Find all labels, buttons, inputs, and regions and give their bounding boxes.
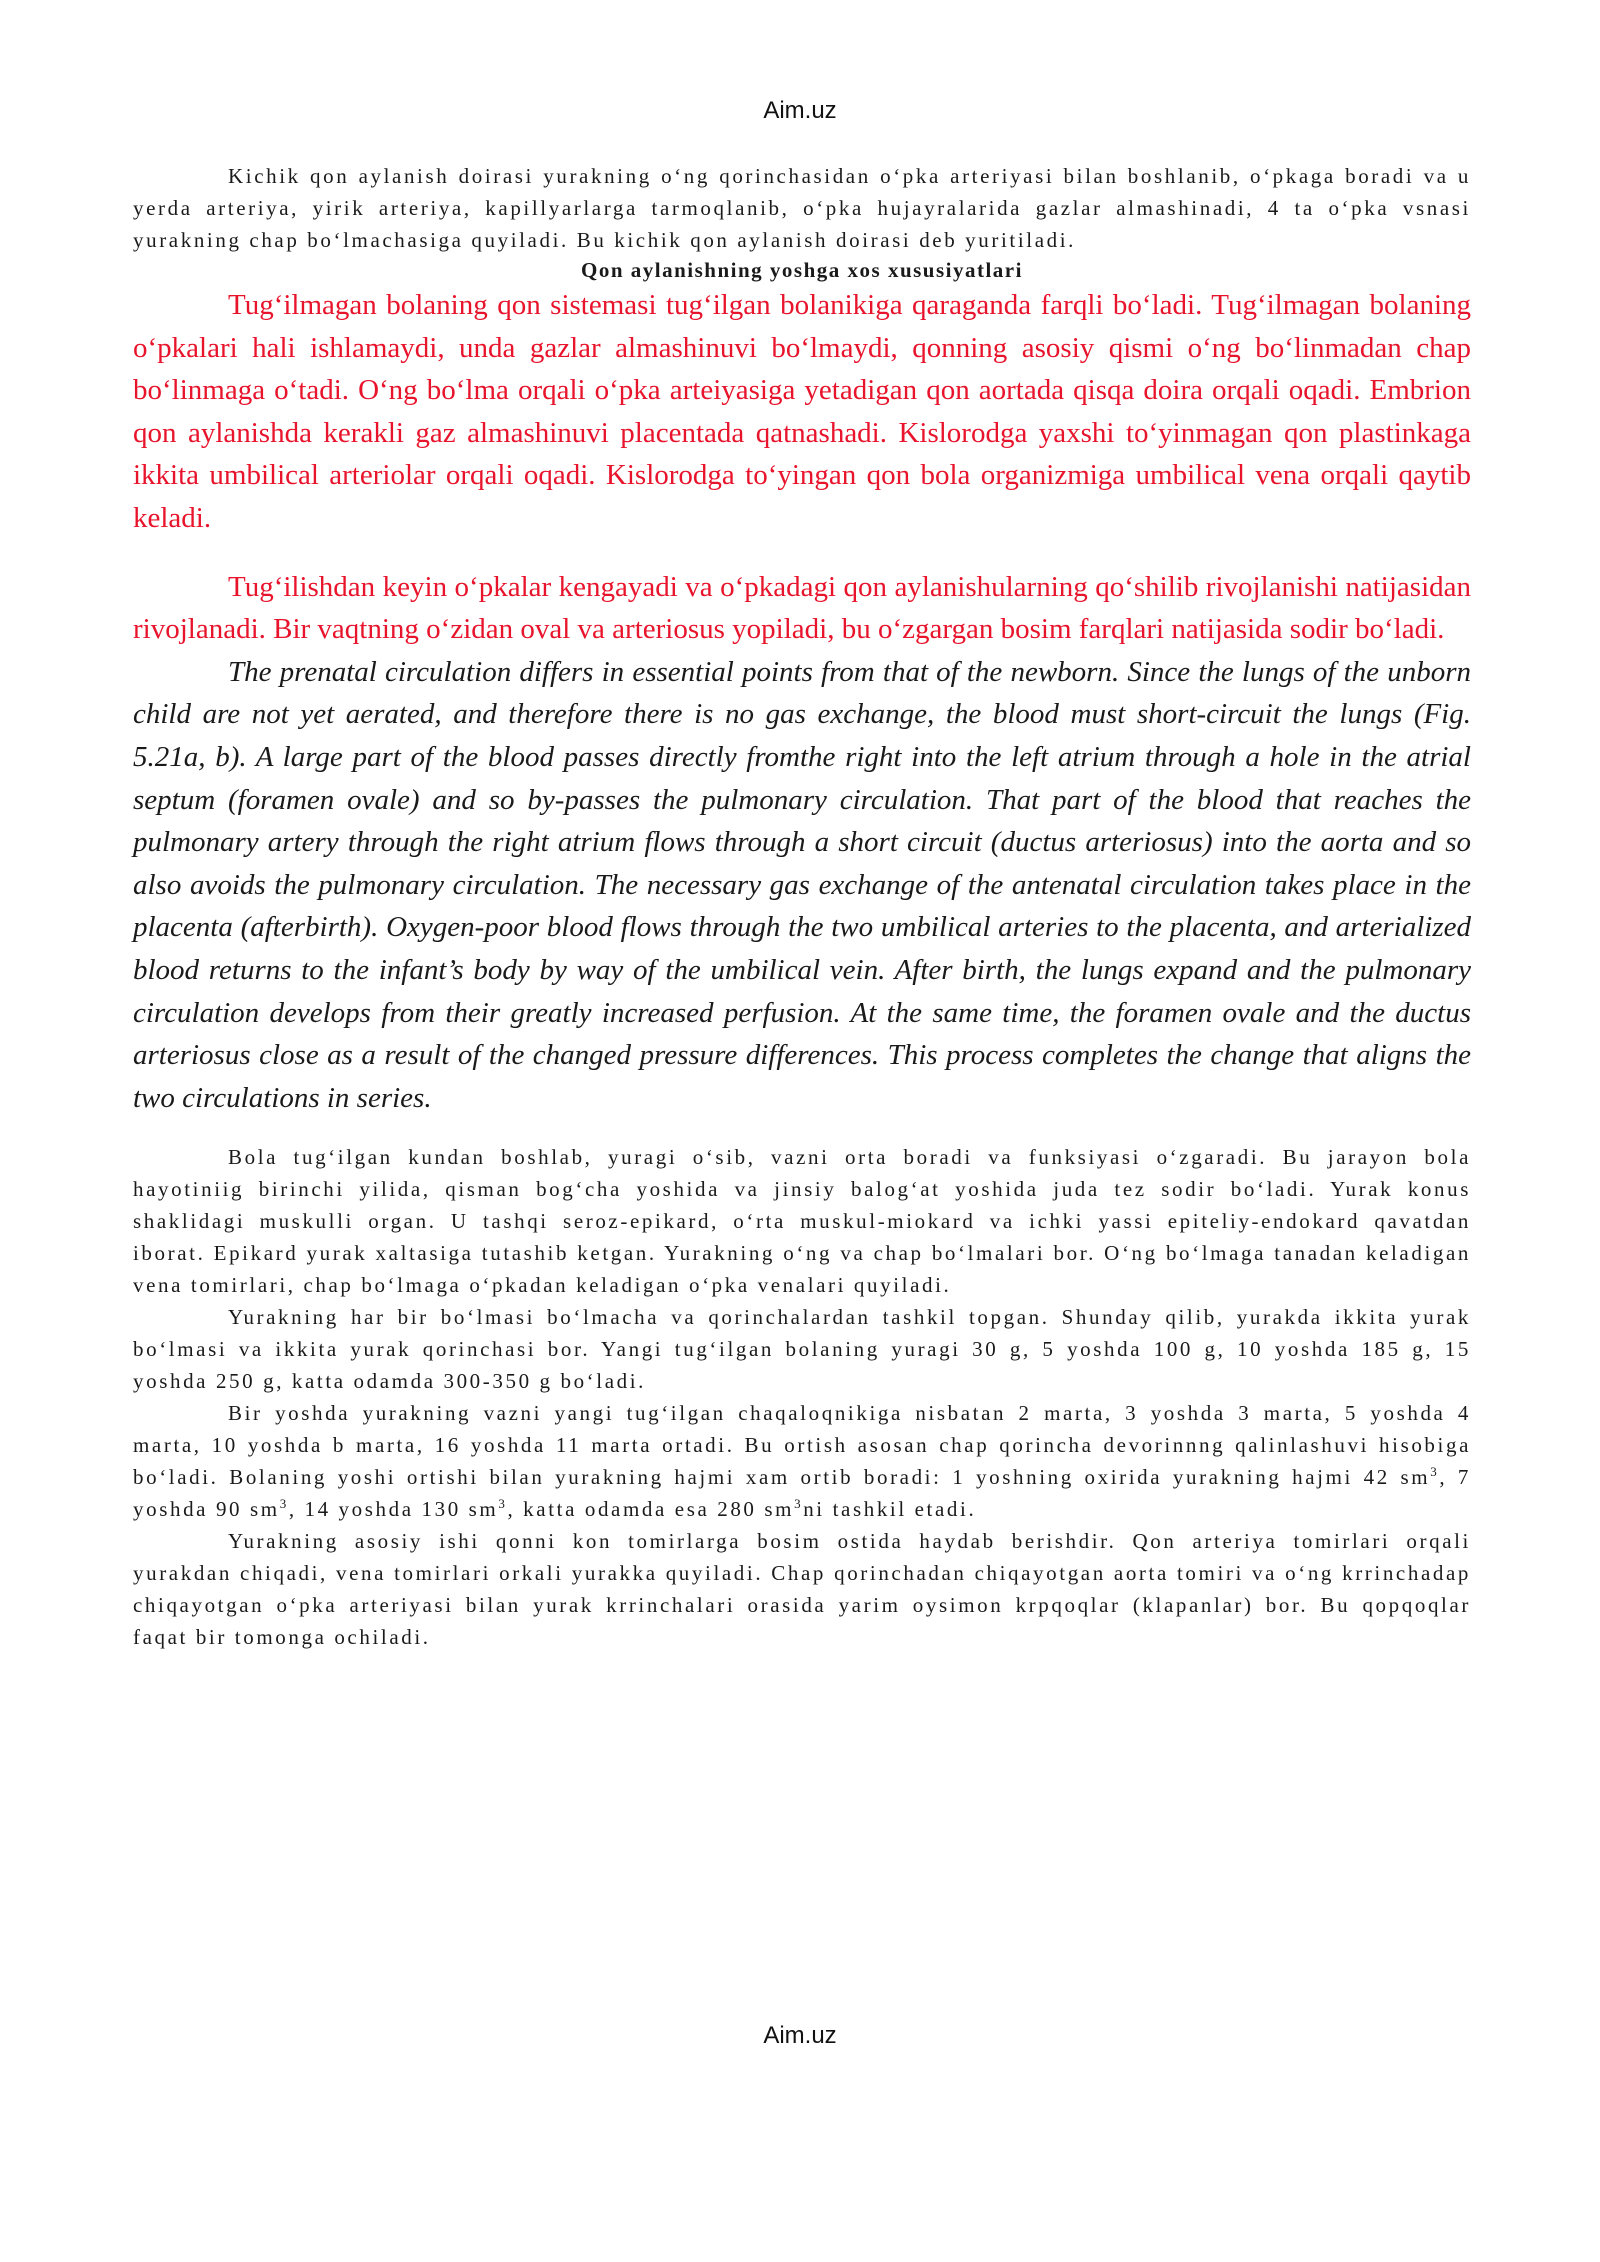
paragraph-heart-function: Yurakning asosiy ishi qonni kon tomirlarga bosim ostida haydab berishdir. Qon arteriya tomirlari orqali yurakdan chiqadi, vena tomirlari orkali yurakka quyiladi. Chap qorinchadan chiqayotgan aorta tomiri va oʻng krrinchadap chiqayotgan oʻpka arteriyasi bilan yurak krrinchalari orasida yarim oysimon krpqoqlar (klapanlar) bor. Bu qopqoqlar faqat bir tomonga ochiladi. bbox=[133, 1529, 1471, 1650]
paragraph-heart-weight bbox=[133, 1397, 1471, 1525]
page-header: Aim.uz bbox=[763, 97, 837, 124]
superscript: 3 bbox=[498, 1496, 508, 1512]
paragraph-fetal-circulation: Tugʻilmagan bolaning qon sistemasi tugʻilgan bolanikiga qaraganda farqli boʻladi. Tugʻilmagan bolaning oʻpkalari hali ishlamaydi, unda gazlar almashinuvi boʻlmaydi, qonning asosiy qismi oʻng boʻlinmadan chap boʻlinmaga oʻtadi. Oʻng boʻlma orqali oʻpka arteiyasiga yetadigan qon aortada qisqa doira orqali oqadi. Embrion qon aylanishda kerakli gaz almashinuvi placentada qatnashadi. Kislorodga yaxshi toʻyinmagan qon plastinkaga ikkita umbilical arteriolar orqali oqadi. Kislorodga toʻyingan qon bola organizmiga umbilical vena orqali qaytib keladi. bbox=[133, 289, 1471, 534]
paragraph-after-birth: Tugʻilishdan keyin oʻpkalar kengayadi va oʻpkadagi qon aylanishularning qoʻshilib rivojlanishi natijasidan rivojlanadi. Bir vaqtning oʻzidan oval va arteriosus yopiladi, bu oʻzgargan bosim farqlari natijasida sodir boʻladi. bbox=[133, 570, 1471, 646]
section-heading: Qon aylanishning yoshga xos xususiyatlari bbox=[581, 258, 1023, 282]
text-run: ni tashkil etadi. bbox=[803, 1497, 977, 1522]
document-body bbox=[133, 160, 1471, 1653]
paragraph-small-circulation: Kichik qon aylanish doirasi yurakning oʻng qorinchasidan oʻpka arteriyasi bilan boshlanib, oʻpkaga boradi va u yerda arteriya, yirik arteriya, kapillyarlarga tarmoqlanib, oʻpka hujayralarida gazlar almashinadi, 4 ta oʻpka vsnasi yurakning chap boʻlmachasiga quyiladi. Bu kichik qon aylanish doirasi deb yuritiladi. bbox=[133, 164, 1471, 252]
paragraph-prenatal-english: The prenatal circulation differs in essential points from that of the newborn. Since the lungs of the unborn child are not yet aerated, and therefore there is no gas exchange, the blood must short-circuit the lungs (Fig. 5.21a, b). A large part of the blood passes directly fromthe right into the left atrium through a hole in the atrial septum (foramen ovale) and so by-passes the pulmonary circulation. That part of the blood that reaches the pulmonary artery through the right atrium flows through a short circuit (ductus arteriosus) into the aorta and so also avoids the pulmonary circulation. The necessary gas exchange of the antenatal circulation takes place in the placenta (afterbirth). Oxygen-poor blood flows through the two umbilical arteries to the placenta, and arterialized blood returns to the infant’s body by way of the umbilical vein. After birth, the lungs expand and the pulmonary circulation develops from their greatly increased perfusion. At the same time, the foramen ovale and the ductus arteriosus close as a result of the changed pressure differences. This process completes the change that aligns the two circulations in series. bbox=[133, 655, 1471, 1114]
superscript: 3 bbox=[794, 1496, 804, 1512]
paragraph-heart-chambers: Yurakning har bir boʻlmasi boʻlmacha va qorinchalardan tashkil topgan. Shunday qilib, yurakda ikkita yurak boʻlmasi va ikkita yurak qorinchasi bor. Yangi tugʻilgan bolaning yuragi 30 g, 5 yoshda 100 g, 10 yoshda 185 g, 15 yoshda 250 g, katta odamda 300-350 g boʻladi. bbox=[133, 1305, 1471, 1394]
text-run: Bir yoshda yurakning vazni yangi tugʻilgan chaqaloqnikiga nisbatan 2 marta, 3 yoshda 3 marta, 5 yoshda 4 marta, 10 yoshda b marta, 16 yoshda 11 marta ortadi. Bu ortish asosan chap qorincha devorinnng qalinlashuvi hisobiga boʻladi. Bolaning yoshi ortishi bilan yurakning hajmi xam ortib boradi: 1 yoshning oxirida yurakning hajmi 42 sm bbox=[133, 1401, 1471, 1490]
paragraph-heart-growth: Bola tugʻilgan kundan boshlab, yuragi oʻsib, vazni orta boradi va funksiyasi oʻzgaradi. Bu jarayon bola hayotiniig birinchi yilida, qisman bogʻcha yoshida va jinsiy balogʻat yoshida juda tez sodir boʻladi. Yurak konus shaklidagi muskulli organ. U tashqi seroz-epikard, oʻrta muskul-miokard va ichki yassi epiteliy-endokard qavatdan iborat. Epikard yurak xaltasiga tutashib ketgan. Yurakning oʻng va chap boʻlmalari bor. Oʻng boʻlmaga tanadan keladigan vena tomirlari, chap boʻlmaga oʻpkadan keladigan oʻpka venalari quyiladi. bbox=[133, 1145, 1471, 1298]
text-run: , 14 yoshda 130 sm bbox=[288, 1497, 499, 1522]
text-run: , 7 yoshda 90 sm bbox=[133, 1465, 1471, 1522]
text-run: , katta odamda esa 280 sm bbox=[507, 1497, 795, 1522]
page-footer: Aim.uz bbox=[763, 2022, 837, 2049]
superscript: 3 bbox=[279, 1496, 289, 1512]
superscript: 3 bbox=[1430, 1464, 1440, 1480]
